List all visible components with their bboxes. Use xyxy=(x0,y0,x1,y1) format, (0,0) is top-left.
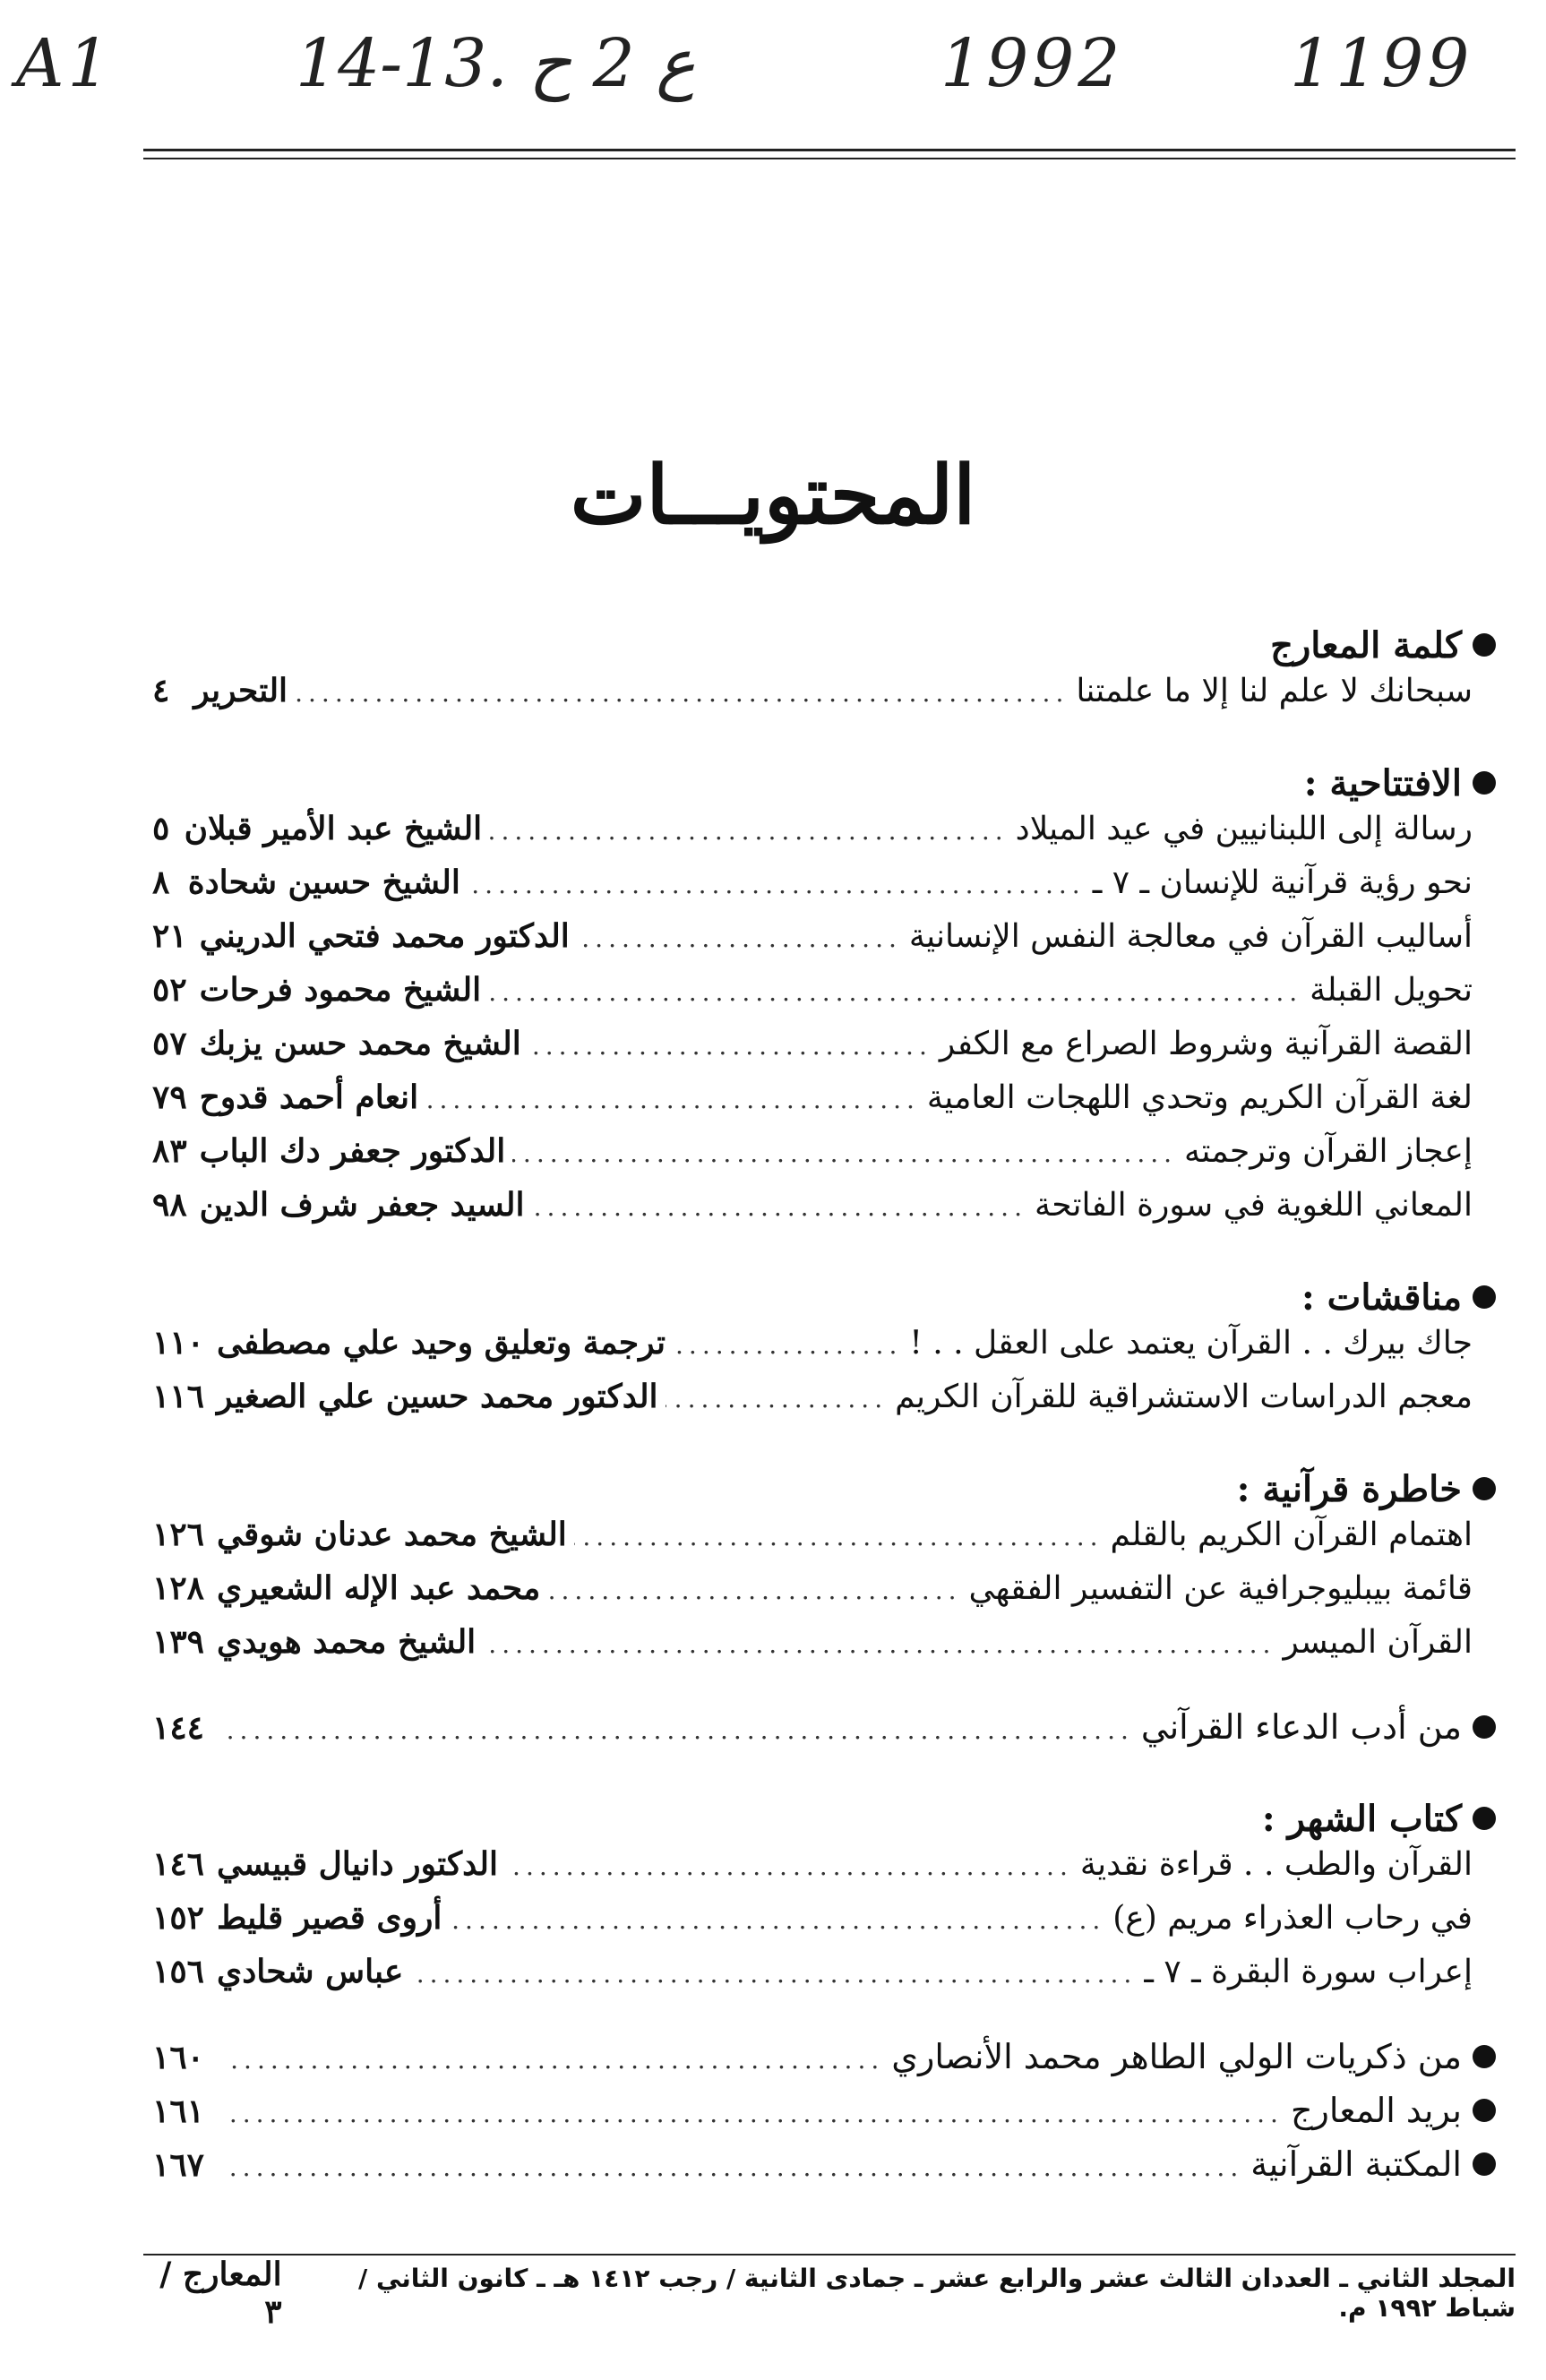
entry-page: ١٥٢ xyxy=(152,1899,205,1937)
entry-page: ١٢٨ xyxy=(152,1569,205,1607)
entry-title: معجم الدراسات الاستشراقية للقرآن الكريم xyxy=(895,1379,1473,1415)
toc-entry xyxy=(152,1569,1496,1623)
dot-leader xyxy=(577,924,902,953)
entry-author: انعام أحمد قدوح xyxy=(199,1078,419,1116)
entry-author: السيد جعفر شرف الدين xyxy=(199,1186,525,1224)
toc-entry xyxy=(152,2037,1496,2091)
entry-page: ١١٦ xyxy=(152,1378,205,1415)
page-footer xyxy=(143,2255,1516,2331)
entry-title: لغة القرآن الكريم وتحدي اللهجات العامية xyxy=(926,1079,1473,1116)
entry-page: ٨٣ xyxy=(152,1132,187,1170)
entry-author: أروى قصير قليط xyxy=(217,1899,442,1937)
bullet-icon xyxy=(1473,2152,1496,2176)
dot-leader xyxy=(666,1384,889,1413)
toc-section xyxy=(152,2037,1496,2198)
entry-title: إعراب سورة البقرة ـ ٧ ـ xyxy=(1144,1954,1473,1990)
entry-author: التحرير xyxy=(193,672,288,709)
toc-entry xyxy=(152,1516,1496,1569)
entry-page: ٥ xyxy=(152,810,170,847)
toc-entry xyxy=(152,971,1496,1025)
dot-leader xyxy=(489,816,1009,846)
toc-entry xyxy=(152,1078,1496,1132)
entry-title: قائمة بيبليوجرافية عن التفسير الفقهي xyxy=(968,1570,1473,1607)
toc-entry xyxy=(152,2144,1496,2198)
bullet-icon xyxy=(1473,1285,1496,1309)
entry-page: ٨ xyxy=(152,864,170,901)
bullet-icon xyxy=(1473,633,1496,657)
entry-page: ١٣٩ xyxy=(152,1623,205,1661)
handwritten-code: A1 xyxy=(16,25,114,102)
entry-author: محمد عبد الإله الشعيري xyxy=(217,1569,541,1607)
bullet-icon xyxy=(1473,2099,1496,2122)
issue-info: المجلد الثاني ـ العددان الثالث عشر والرابع عشر ـ جمادى الثانية / رجب ١٤١٢ هـ ـ كانون الثاني / شباط ١٩٩٢ م. xyxy=(357,2264,1516,2323)
section-heading: كتاب الشهر : xyxy=(152,1791,1496,1845)
toc-entry xyxy=(152,2091,1496,2144)
dot-leader xyxy=(505,1852,1073,1881)
entry-title: جاك بيرك . . القرآن يعتمد على العقل . . ! xyxy=(909,1325,1473,1362)
toc-section xyxy=(152,756,1496,1240)
entry-author: الدكتور محمد حسين علي الصغير xyxy=(217,1378,658,1415)
toc-entry xyxy=(152,864,1496,917)
entry-author: الشيخ محمد هويدي xyxy=(217,1623,477,1661)
toc-entry xyxy=(152,1186,1496,1240)
entry-title: من ذكريات الولي الطاهر محمد الأنصاري xyxy=(891,2037,1496,2076)
entry-page: ١٤٤ xyxy=(152,1709,205,1747)
journal-page-number: المعارج / ٣ xyxy=(159,2255,282,2331)
entry-title: في رحاب العذراء مريم (ع) xyxy=(1112,1900,1473,1937)
toc-entry xyxy=(152,917,1496,971)
dot-leader xyxy=(528,1031,932,1061)
entry-page: ٢١ xyxy=(152,917,187,955)
toc-entry xyxy=(152,1623,1496,1677)
entry-title: تحويل القبلة xyxy=(1310,972,1473,1009)
toc-section xyxy=(152,1791,1496,2006)
entry-title: نحو رؤية قرآنية للإنسان ـ ٧ ـ xyxy=(1092,864,1473,901)
entry-author: عباس شحادي xyxy=(217,1953,404,1990)
dot-leader xyxy=(224,1715,1134,1745)
entry-author: الشيخ حسين شحادة xyxy=(187,864,460,901)
entry-author: الشيخ محمد حسن يزبك xyxy=(199,1025,521,1062)
handwritten-annotations xyxy=(0,16,1546,124)
bullet-icon xyxy=(1473,771,1496,795)
toc-entry xyxy=(152,810,1496,864)
entry-page: ٤ xyxy=(152,672,170,709)
dot-leader xyxy=(673,1330,902,1360)
entry-author: الدكتور دانيال قبيسي xyxy=(217,1845,499,1883)
entry-author: الدكتور محمد فتحي الدريني xyxy=(199,917,570,955)
dot-leader xyxy=(531,1192,1027,1222)
toc-entry xyxy=(152,1132,1496,1186)
toc-entry xyxy=(152,1953,1496,2006)
entry-page: ٥٧ xyxy=(152,1025,187,1062)
entry-author: الدكتور جعفر دك الباب xyxy=(199,1132,506,1170)
table-of-contents xyxy=(152,618,1496,2229)
entry-page: ١٦١ xyxy=(152,2092,205,2130)
entry-author: ترجمة وتعليق وحيد علي مصطفى xyxy=(217,1324,666,1362)
toc-entry xyxy=(152,1025,1496,1078)
dot-leader xyxy=(425,1085,920,1114)
bullet-icon xyxy=(1473,1807,1496,1830)
dot-leader xyxy=(295,678,1069,708)
toc-entry xyxy=(152,1378,1496,1431)
toc-entry xyxy=(152,1707,1496,1761)
entry-title: بريد المعارج xyxy=(1291,2091,1496,2130)
entry-author: الشيخ عبد الأمير قبلان xyxy=(184,810,483,847)
toc-entry xyxy=(152,1324,1496,1378)
dot-leader xyxy=(224,2152,1243,2182)
entry-page: ١٦٧ xyxy=(152,2146,205,2184)
entry-page: ٥٢ xyxy=(152,971,187,1009)
toc-section xyxy=(152,1462,1496,1677)
section-heading: مناقشات : xyxy=(152,1270,1496,1324)
entry-author: الشيخ محمد عدنان شوقي xyxy=(217,1516,567,1553)
section-heading: الافتتاحية : xyxy=(152,756,1496,810)
bullet-icon xyxy=(1473,2045,1496,2068)
entry-page: ١٥٦ xyxy=(152,1953,205,1990)
dot-leader xyxy=(468,870,1086,899)
bullet-icon xyxy=(1473,1477,1496,1500)
top-rule xyxy=(143,149,1516,151)
entry-title: رسالة إلى اللبنانيين في عيد الميلاد xyxy=(1015,811,1473,847)
entry-title: المعاني اللغوية في سورة الفاتحة xyxy=(1034,1187,1473,1224)
toc-entry xyxy=(152,672,1496,726)
dot-leader xyxy=(488,977,1302,1007)
entry-title: سبحانك لا علم لنا إلا ما علمتنا xyxy=(1076,673,1473,709)
entry-title: المكتبة القرآنية xyxy=(1250,2144,1496,2184)
handwritten-number: 1199 xyxy=(1290,25,1473,102)
handwritten-year: 1992 xyxy=(940,25,1124,102)
entry-page: ١١٠ xyxy=(152,1324,205,1362)
entry-title: القصة القرآنية وشروط الصراع مع الكفر xyxy=(939,1026,1473,1062)
toc-entry xyxy=(152,1899,1496,1953)
dot-leader xyxy=(224,2099,1284,2128)
dot-leader xyxy=(224,2045,884,2075)
dot-leader xyxy=(574,1522,1104,1551)
entry-page: ١٢٦ xyxy=(152,1516,205,1553)
dot-leader xyxy=(449,1905,1105,1935)
entry-page: ١٦٠ xyxy=(152,2039,205,2076)
entry-title: أساليب القرآن في معالجة النفس الإنسانية xyxy=(908,918,1473,955)
bottom-rule xyxy=(143,2254,1516,2255)
page-title: المحتويـــات xyxy=(570,448,976,543)
section-heading: خاطرة قرآنية : xyxy=(152,1462,1496,1516)
entry-title: من أدب الدعاء القرآني xyxy=(1141,1707,1496,1747)
toc-section xyxy=(152,618,1496,726)
entry-title: القرآن والطب . . قراءة نقدية xyxy=(1079,1846,1473,1883)
entry-title: اهتمام القرآن الكريم بالقلم xyxy=(1110,1516,1473,1553)
toc-section xyxy=(152,1707,1496,1761)
bullet-icon xyxy=(1473,1715,1496,1739)
section-heading: كلمة المعارج xyxy=(152,618,1496,672)
entry-page: ١٤٦ xyxy=(152,1845,205,1883)
top-rule-thin xyxy=(143,158,1516,159)
toc-entry xyxy=(152,1845,1496,1899)
entry-title: إعجاز القرآن وترجمته xyxy=(1184,1133,1473,1170)
dot-leader xyxy=(547,1576,961,1605)
entry-page: ٧٩ xyxy=(152,1078,187,1116)
handwritten-ref: 14-13. ع 2 ح xyxy=(296,25,696,102)
dot-leader xyxy=(410,1959,1137,1989)
entry-author: الشيخ محمود فرحات xyxy=(199,971,482,1009)
dot-leader xyxy=(512,1138,1177,1168)
dot-leader xyxy=(483,1629,1275,1659)
toc-section xyxy=(152,1270,1496,1431)
entry-page: ٩٨ xyxy=(152,1186,187,1224)
entry-title: القرآن الميسر xyxy=(1283,1624,1473,1661)
